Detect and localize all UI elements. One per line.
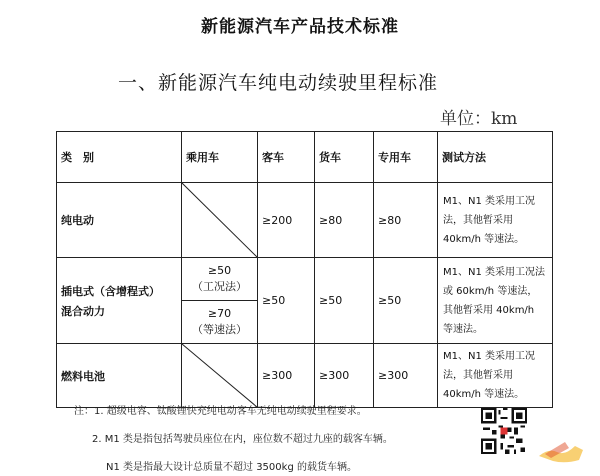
note-3: N1 类是指最大设计总质量不超过 3500kg 的载货车辆。 [106, 462, 357, 473]
phev-cycle-method: （工况法） [192, 280, 247, 293]
section-title: 一、新能源汽车纯电动续驶里程标准 [118, 72, 439, 94]
phev-constant-value: ≥70 [207, 307, 232, 320]
table-row-fcev [57, 344, 553, 408]
method-phev [438, 258, 553, 344]
diagonal-slash [182, 344, 257, 407]
method-line: 或 60km/h 等速法， [443, 285, 538, 297]
passenger-phev-cycle [182, 258, 258, 301]
table-row-bev [57, 183, 553, 258]
category-phev [57, 258, 182, 344]
table-header-row [57, 132, 553, 183]
method-fcev [438, 344, 553, 408]
method-line: 40km/h 等速法。 [443, 233, 525, 245]
truck-phev: ≥50 [315, 258, 374, 344]
method-line: M1、N1 类采用工况 [443, 195, 536, 207]
method-bev [438, 183, 553, 258]
bus-phev: ≥50 [258, 258, 315, 344]
special-phev: ≥50 [374, 258, 438, 344]
passenger-bev-na [182, 183, 258, 258]
category-fcev: 燃料电池 [57, 344, 182, 408]
method-line: M1、N1 类采用工况法 [443, 266, 546, 278]
standards-table [56, 131, 553, 408]
note-1: 注：1. 超级电容、钛酸锂快充纯电动客车无纯电动续驶里程要求。 [74, 406, 367, 417]
passenger-fcev-na [182, 344, 258, 408]
table-row-phev-a [57, 258, 553, 301]
method-line: 法，其他暂采用 [443, 214, 513, 226]
qr-code-icon [481, 408, 527, 454]
header-passenger: 乘用车 [182, 132, 258, 183]
truck-bev: ≥80 [315, 183, 374, 258]
header-special: 专用车 [374, 132, 438, 183]
method-line: 等速法。 [443, 323, 483, 335]
method-line: M1、N1 类采用工况 [443, 351, 536, 362]
diagonal-slash [182, 183, 257, 257]
special-fcev: ≥300 [374, 344, 438, 408]
header-bus: 客车 [258, 132, 315, 183]
phev-constant-method: （等速法） [192, 323, 247, 336]
header-truck: 货车 [315, 132, 374, 183]
phev-cycle-value: ≥50 [207, 264, 232, 277]
bus-bev: ≥200 [258, 183, 315, 258]
method-line: 其他暂采用 40km/h [443, 304, 535, 316]
category-bev: 纯电动 [57, 183, 182, 258]
header-method: 测试方法 [438, 132, 553, 183]
method-line: 法，其他暂采用 [443, 370, 513, 381]
unit-label: 单位：km [440, 109, 518, 129]
passenger-phev-constant [182, 301, 258, 344]
category-phev-line1: 插电式（含增程式） [61, 284, 160, 298]
note-2: 2. M1 类是指包括驾驶员座位在内，座位数不超过九座的载客车辆。 [92, 434, 393, 445]
category-phev-line2: 混合动力 [61, 304, 105, 318]
special-bev: ≥80 [374, 183, 438, 258]
bus-fcev: ≥300 [258, 344, 315, 408]
method-line: 40km/h 等速法。 [443, 389, 525, 400]
header-category: 类 别 [57, 132, 182, 183]
stamp-watermark-icon [535, 430, 587, 466]
truck-fcev: ≥300 [315, 344, 374, 408]
document-title: 新能源汽车产品技术标准 [201, 17, 399, 37]
